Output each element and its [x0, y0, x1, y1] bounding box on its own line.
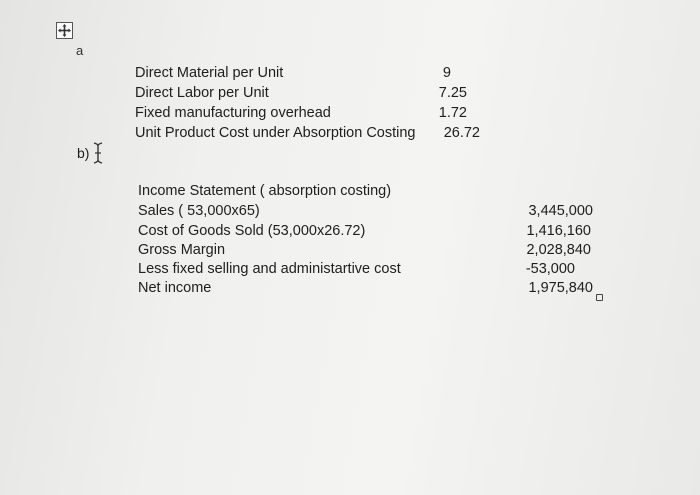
table-row: [138, 260, 593, 279]
table-row: [138, 202, 593, 221]
row-label: Less fixed selling and administartive cost: [138, 261, 401, 277]
income-title-row: [138, 182, 593, 201]
cost-label: Direct Material per Unit: [135, 65, 284, 81]
cost-value: 9: [442, 65, 451, 81]
row-value: 1,416,160: [526, 223, 591, 239]
table-row: [138, 222, 593, 241]
cost-value: 7.25: [438, 85, 467, 101]
cost-value: 1.72: [438, 105, 467, 121]
cost-row: [135, 124, 480, 144]
cost-label: Direct Labor per Unit: [135, 85, 269, 101]
row-value: 2,028,840: [526, 242, 591, 258]
plus-in-square-icon[interactable]: [56, 22, 73, 39]
label-a: a: [76, 43, 84, 58]
row-label: Sales ( 53,000x65): [138, 203, 260, 219]
cost-value: 26.72: [443, 125, 480, 141]
cost-row: [135, 64, 480, 84]
cost-row: [135, 104, 480, 124]
row-label: Cost of Goods Sold (53,000x26.72): [138, 223, 366, 239]
row-label: Net income: [138, 280, 212, 296]
row-value: 1,975,840: [528, 280, 593, 296]
row-value: -53,000: [525, 261, 575, 277]
table-row: [138, 279, 593, 298]
income-statement-title: Income Statement ( absorption costing): [138, 183, 392, 199]
label-b: b): [77, 145, 90, 161]
row-label: Gross Margin: [138, 242, 226, 258]
row-value: 3,445,000: [528, 203, 593, 219]
small-square-icon: [596, 294, 603, 301]
cost-row: [135, 84, 480, 104]
i-beam-cursor-icon: [93, 142, 103, 169]
cost-label: Unit Product Cost under Absorption Costing: [135, 125, 416, 141]
cost-label: Fixed manufacturing overhead: [135, 105, 331, 121]
table-row: [138, 241, 593, 260]
